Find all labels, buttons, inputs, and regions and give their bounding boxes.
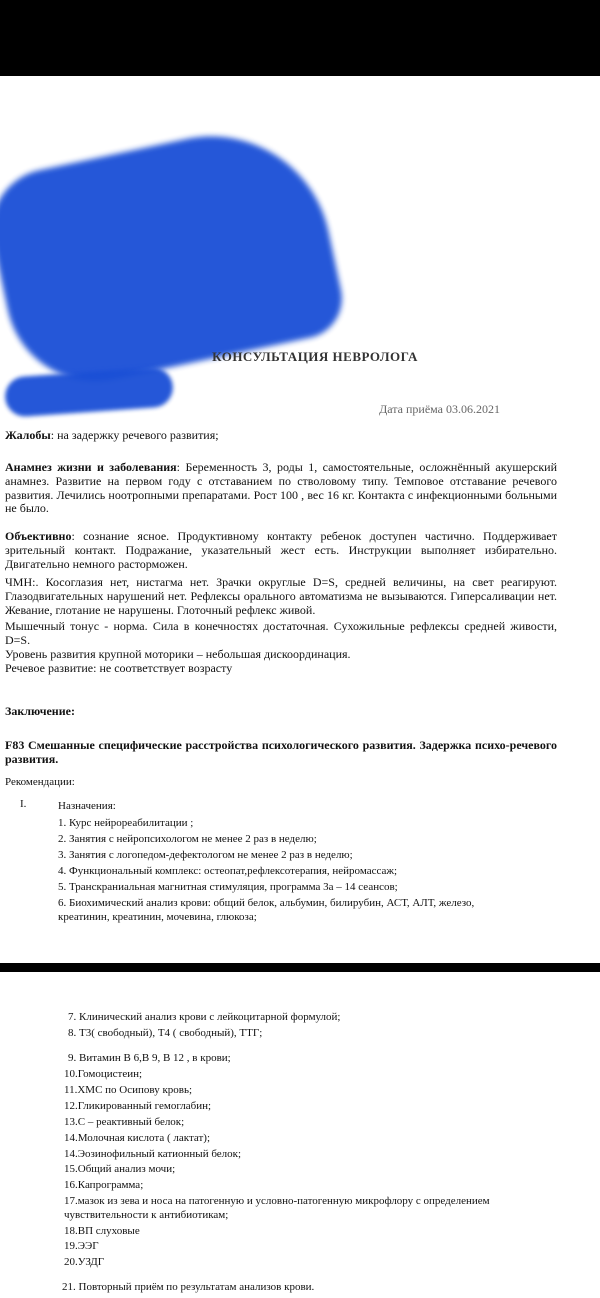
list-item: 13.С – реактивный белок; bbox=[64, 1116, 185, 1128]
list-item: 7. Клинический анализ крови с лейкоцитарной формулой; bbox=[68, 1011, 341, 1023]
document-title: КОНСУЛЬТАЦИЯ НЕВРОЛОГА bbox=[212, 349, 418, 364]
cranial-nerves-text: ЧМН:. Косоглазия нет, нистагма нет. Зрачки округлые D=S, средней величины, на свет реагируют. Глазодвигательных нарушений нет. Рефлексы орального автоматизма не вызываются. Гиперсаливации нет. Жевание, глотание не нарушены. Глоточный рефлекс живой. bbox=[5, 575, 557, 617]
recommendations-label: Рекомендации: bbox=[5, 776, 75, 788]
diagnosis-text: F83 Смешанные специфические расстройства психологического развития. Задержка психо-речевого развития. bbox=[5, 738, 557, 766]
complaints-label: Жалобы bbox=[5, 428, 51, 442]
complaints-section bbox=[5, 429, 557, 443]
list-item: 9. Витамин В 6,В 9, В 12 , в крови; bbox=[68, 1052, 231, 1064]
list-item: 14.Молочная кислота ( лактат); bbox=[64, 1132, 211, 1144]
list-item: 1. Курс нейрореабилитации ; bbox=[58, 817, 194, 829]
section-roman-numeral: I. bbox=[20, 798, 27, 810]
objective-section bbox=[5, 530, 557, 571]
objective-label: Объективно bbox=[5, 529, 72, 543]
list-item: 20.УЗДГ bbox=[64, 1256, 105, 1268]
motor-development-text: Уровень развития крупной моторики – небольшая дискоординация. bbox=[5, 647, 351, 661]
complaints-text: : на задержку речевого развития; bbox=[50, 428, 219, 442]
redaction-mark-name bbox=[4, 366, 174, 418]
prescriptions-label: Назначения: bbox=[58, 800, 116, 812]
list-item: 12.Гликированный гемоглабин; bbox=[64, 1100, 212, 1112]
list-item: 21. Повторный приём по результатам анализов крови. bbox=[62, 1281, 315, 1293]
list-item: 5. Транскраниальная магнитная стимуляция, программа 3а – 14 сеансов; bbox=[58, 881, 398, 893]
list-item: 10.Гомоцистеин; bbox=[64, 1068, 143, 1080]
conclusion-label: Заключение: bbox=[5, 704, 75, 718]
list-item: 6. Биохимический анализ крови: общий белок, альбумин, билирубин, АСТ, АЛТ, железо, bbox=[58, 897, 475, 909]
list-item: 16.Капрограмма; bbox=[64, 1179, 144, 1191]
list-item: 4. Функциональный комплекс: остеопат,рефлексотерапия, нейромассаж; bbox=[58, 865, 398, 877]
list-item: 8. Т3( свободный), Т4 ( свободный), ТТГ; bbox=[68, 1027, 263, 1039]
visit-date: Дата приёма 03.06.2021 bbox=[379, 402, 500, 416]
document-page-2 bbox=[0, 972, 600, 1298]
list-item: 14.Эозинофильный катионный белок; bbox=[64, 1148, 242, 1160]
list-item: 17.мазок из зева и носа на патогенную и условно-патогенную микрофлору с определением bbox=[64, 1195, 490, 1207]
objective-text: : сознание ясное. Продуктивному контакту ребенок доступен частично. Поддерживает зрительный контакт. Подражание, указательный жест есть. Инструкции выполняет избирательно. Двигательно немного расторможен. bbox=[5, 529, 557, 571]
list-item: 15.Общий анализ мочи; bbox=[64, 1163, 176, 1175]
list-item: 3. Занятия с логопедом-дефектологом не менее 2 раз в неделю; bbox=[58, 849, 353, 861]
list-item-continuation: чувствительности к антибиотикам; bbox=[64, 1209, 229, 1221]
list-item: 18.ВП слуховые bbox=[64, 1225, 140, 1237]
anamnesis-text: : Беременность 3, роды 1, самостоятельные, осложнённый акушерский анамнез. Развитие на первом году с отставанием по стволовому типу. Темповое отставание речевого развития. Лечились ноотропными препаратами. Рост 100 , вес 16 кг. Контакта с инфекционными больными не было. bbox=[5, 460, 557, 516]
anamnesis-section bbox=[5, 461, 557, 516]
list-item: 2. Занятия с нейропсихологом не менее 2 раз в неделю; bbox=[58, 833, 317, 845]
muscle-tone-text: Мышечный тонус - норма. Сила в конечностях достаточная. Сухожильные рефлексы средней живости, D=S. bbox=[5, 619, 557, 647]
speech-development-text: Речевое развитие: не соответствует возрасту bbox=[5, 661, 233, 675]
anamnesis-label: Анамнез жизни и заболевания bbox=[5, 460, 177, 474]
list-item: 11.ХМС по Осипову кровь; bbox=[64, 1084, 193, 1096]
list-item-continuation: креатинин, креатинин, мочевина, глюкоза; bbox=[58, 911, 257, 923]
document-page-1 bbox=[0, 76, 600, 963]
list-item: 19.ЭЭГ bbox=[64, 1240, 99, 1252]
